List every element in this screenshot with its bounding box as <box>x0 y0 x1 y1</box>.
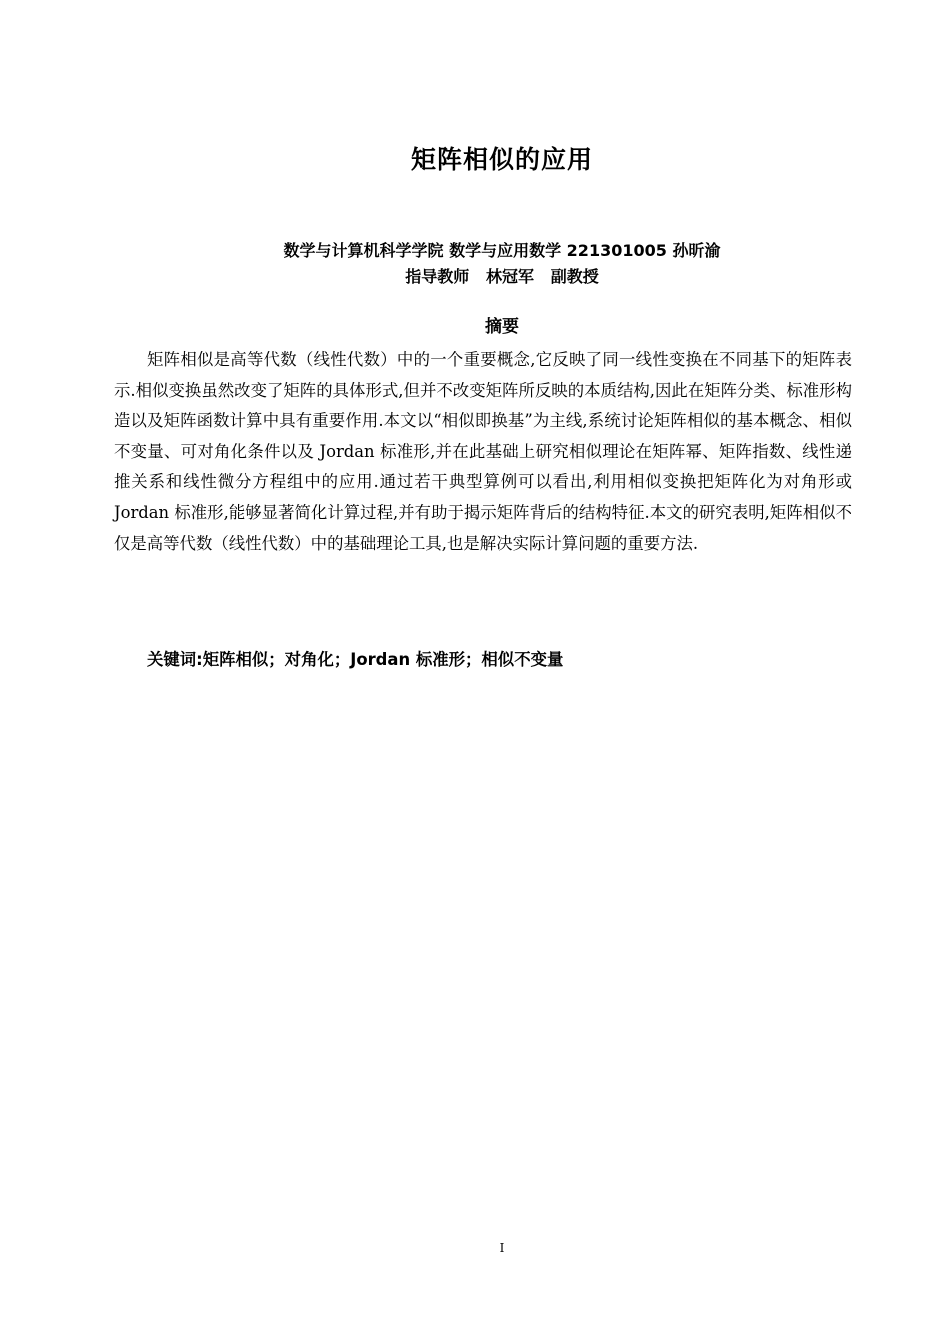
abstract-heading: 摘要 <box>485 317 519 337</box>
advisor-info: 指导教师 林冠军 副教授 <box>405 267 599 286</box>
paper-title: 矩阵相似的应用 <box>410 145 593 174</box>
abstract-text: 矩阵相似是高等代数（线性代数）中的一个重要概念,它反映了同一线性变换在不同基下的矩阵表示.相似变换虽然改变了矩阵的具体形式,但并不改变矩阵所反映的本质结构,因此在矩阵分类、标准形构造以及矩阵函数计算中具有重要作用.本文以“相似即换基”为主线,系统讨论矩阵相似的基本概念、相似不变量、可对角化条件以及 Jordan 标准形,并在此基础上研究相似理论在矩阵幂、矩阵指数、线性递推关系和线性微分方程组中的应用.通过若干典型算例可以看出,利用相似变换把矩阵化为对角形或 Jordan 标准形,能够显著简化计算过程,并有助于揭示矩阵背后的结构特征.本文的研究表明,矩阵相似不仅是高等代数（线性代数）中的基础理论工具,也是解决实际计算问题的重要方法. <box>114 350 852 553</box>
author-info: 数学与计算机科学学院 数学与应用数学 221301005 孙昕渝 <box>283 241 721 260</box>
keywords: 关键词:矩阵相似；对角化；Jordan 标准形；相似不变量 <box>147 650 564 669</box>
page-number: I <box>499 1241 505 1255</box>
